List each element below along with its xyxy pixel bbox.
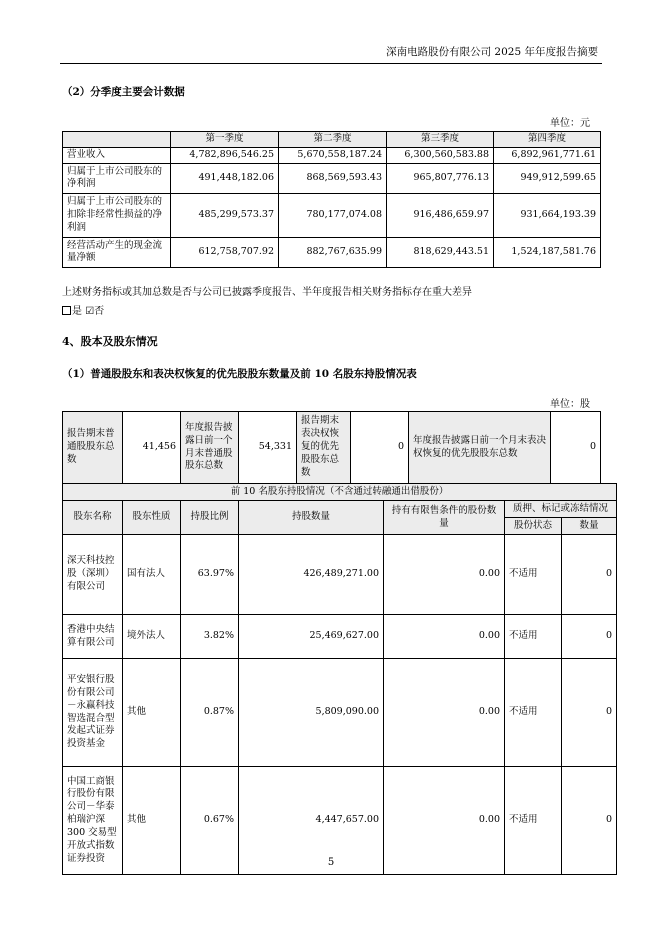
shareholder-pledge-qty: 0	[562, 767, 617, 875]
shareholder-quantity: 25,469,627.00	[239, 615, 384, 659]
shareholder-nature: 其他	[123, 659, 181, 767]
summary-label-3: 报告期末表决权恢复的优先股股东总数	[297, 412, 351, 484]
shareholder-name: 中国工商银行股份有限公司－华泰柏瑞沪深 300 交易型开放式指数证券投资	[63, 767, 123, 875]
quarterly-col-q4: 第四季度	[494, 132, 601, 148]
summary-value-3: 0	[351, 412, 409, 484]
shareholder-ratio: 0.67%	[181, 767, 239, 875]
cell-value: 882,767,635.99	[279, 237, 387, 267]
cell-value: 612,758,707.92	[171, 237, 279, 267]
shareholder-restricted: 0.00	[384, 659, 505, 767]
summary-label-4: 年度报告披露日前一个月末表决权恢复的优先股股东总数	[409, 412, 551, 484]
quarterly-header-row	[63, 132, 601, 148]
section4-title: 4、股本及股东情况	[62, 335, 158, 348]
shareholder-pledge-status: 不适用	[505, 767, 562, 875]
shareholders-unit: 单位：股	[550, 399, 590, 410]
shareholder-ratio: 0.87%	[181, 659, 239, 767]
shareholder-nature: 其他	[123, 767, 181, 875]
col-restricted: 持有有限售条件的股份数量	[384, 501, 505, 535]
col-pledge-status: 股份状态	[505, 518, 562, 535]
quarterly-col-q3: 第三季度	[387, 132, 494, 148]
shareholder-pledge-status: 不适用	[505, 659, 562, 767]
shareholder-nature: 国有法人	[123, 535, 181, 615]
shareholder-name: 平安银行股份有限公司－永赢科技智选混合型发起式证券投资基金	[63, 659, 123, 767]
shareholder-ratio: 3.82%	[181, 615, 239, 659]
shareholder-nature: 境外法人	[123, 615, 181, 659]
row-label: 归属于上市公司股东的扣除非经常性损益的净利润	[63, 193, 171, 237]
cell-value: 6,300,560,583.88	[387, 147, 494, 163]
page-number: 5	[327, 857, 335, 868]
col-name: 股东名称	[63, 501, 123, 535]
col-pledge: 质押、标记或冻结情况	[505, 501, 617, 518]
table-row	[63, 147, 601, 163]
cell-value: 780,177,074.08	[279, 193, 387, 237]
summary-row	[63, 412, 601, 484]
top10-title: 前 10 名股东持股情况（不含通过转融通出借股份）	[63, 484, 617, 501]
quarterly-unit: 单位：元	[550, 118, 590, 129]
quarterly-heading: （2）分季度主要会计数据	[62, 86, 185, 98]
shareholder-quantity: 426,489,271.00	[239, 535, 384, 615]
summary-value-4: 0	[551, 412, 601, 484]
row-label: 营业收入	[63, 147, 171, 163]
shareholder-name: 深天科技控股（深圳）有限公司	[63, 535, 123, 615]
cell-value: 4,782,896,546.25	[171, 147, 279, 163]
quarterly-col-blank	[63, 132, 171, 148]
col-nature: 股东性质	[123, 501, 181, 535]
table-row	[63, 193, 601, 237]
table-row	[63, 659, 617, 767]
table-row	[63, 163, 601, 193]
shareholder-quantity: 5,809,090.00	[239, 659, 384, 767]
shareholder-pledge-status: 不适用	[505, 615, 562, 659]
shareholders-heading: （1）普通股股东和表决权恢复的优先股股东数量及前 10 名股东持股情况表	[62, 368, 417, 380]
summary-value-1: 41,456	[123, 412, 181, 484]
row-label: 经营活动产生的现金流量净额	[63, 237, 171, 267]
table-row	[63, 615, 617, 659]
page-header-title: 深南电路股份有限公司 2025 年年度报告摘要	[386, 46, 598, 58]
difference-note: 上述财务指标或其加总数是否与公司已披露季度报告、半年度报告相关财务指标存在重大差异	[62, 287, 472, 298]
top10-header-row	[63, 501, 617, 518]
quarterly-table	[62, 131, 601, 268]
cell-value: 868,569,593.43	[279, 163, 387, 193]
shareholder-quantity: 4,447,657.00	[239, 767, 384, 875]
cell-value: 916,486,659.97	[387, 193, 494, 237]
shareholder-restricted: 0.00	[384, 615, 505, 659]
row-label: 归属于上市公司股东的净利润	[63, 163, 171, 193]
cell-value: 6,892,961,771.61	[494, 147, 601, 163]
option-no-label: 否	[94, 306, 105, 317]
summary-label-1: 报告期末普通股股东总数	[63, 412, 123, 484]
table-row	[63, 535, 617, 615]
col-pledge-qty: 数量	[562, 518, 617, 535]
shareholder-summary-table	[62, 411, 601, 484]
cell-value: 491,448,182.06	[171, 163, 279, 193]
cell-value: 931,664,193.39	[494, 193, 601, 237]
difference-options	[62, 302, 104, 317]
top10-title-row	[63, 484, 617, 501]
shareholder-ratio: 63.97%	[181, 535, 239, 615]
col-ratio: 持股比例	[181, 501, 239, 535]
option-yes-label: 是	[72, 306, 82, 317]
top10-shareholders-table	[62, 483, 617, 875]
quarterly-col-q2: 第二季度	[279, 132, 387, 148]
shareholder-restricted: 0.00	[384, 535, 505, 615]
summary-label-2: 年度报告披露日前一个月末普通股股东总数	[181, 412, 239, 484]
cell-value: 5,670,558,187.24	[279, 147, 387, 163]
quarterly-col-q1: 第一季度	[171, 132, 279, 148]
cell-value: 965,807,776.13	[387, 163, 494, 193]
shareholder-name: 香港中央结算有限公司	[63, 615, 123, 659]
cell-value: 818,629,443.51	[387, 237, 494, 267]
header-divider	[60, 63, 602, 64]
checkbox-yes-icon	[62, 306, 71, 315]
cell-value: 485,299,573.37	[171, 193, 279, 237]
summary-value-2: 54,331	[239, 412, 297, 484]
table-row	[63, 237, 601, 267]
cell-value: 949,912,599.65	[494, 163, 601, 193]
shareholder-pledge-qty: 0	[562, 535, 617, 615]
col-quantity: 持股数量	[239, 501, 384, 535]
shareholder-pledge-qty: 0	[562, 659, 617, 767]
shareholder-pledge-qty: 0	[562, 615, 617, 659]
shareholder-pledge-status: 不适用	[505, 535, 562, 615]
checkbox-no-icon: ☑	[85, 306, 95, 317]
cell-value: 1,524,187,581.76	[494, 237, 601, 267]
shareholder-restricted: 0.00	[384, 767, 505, 875]
